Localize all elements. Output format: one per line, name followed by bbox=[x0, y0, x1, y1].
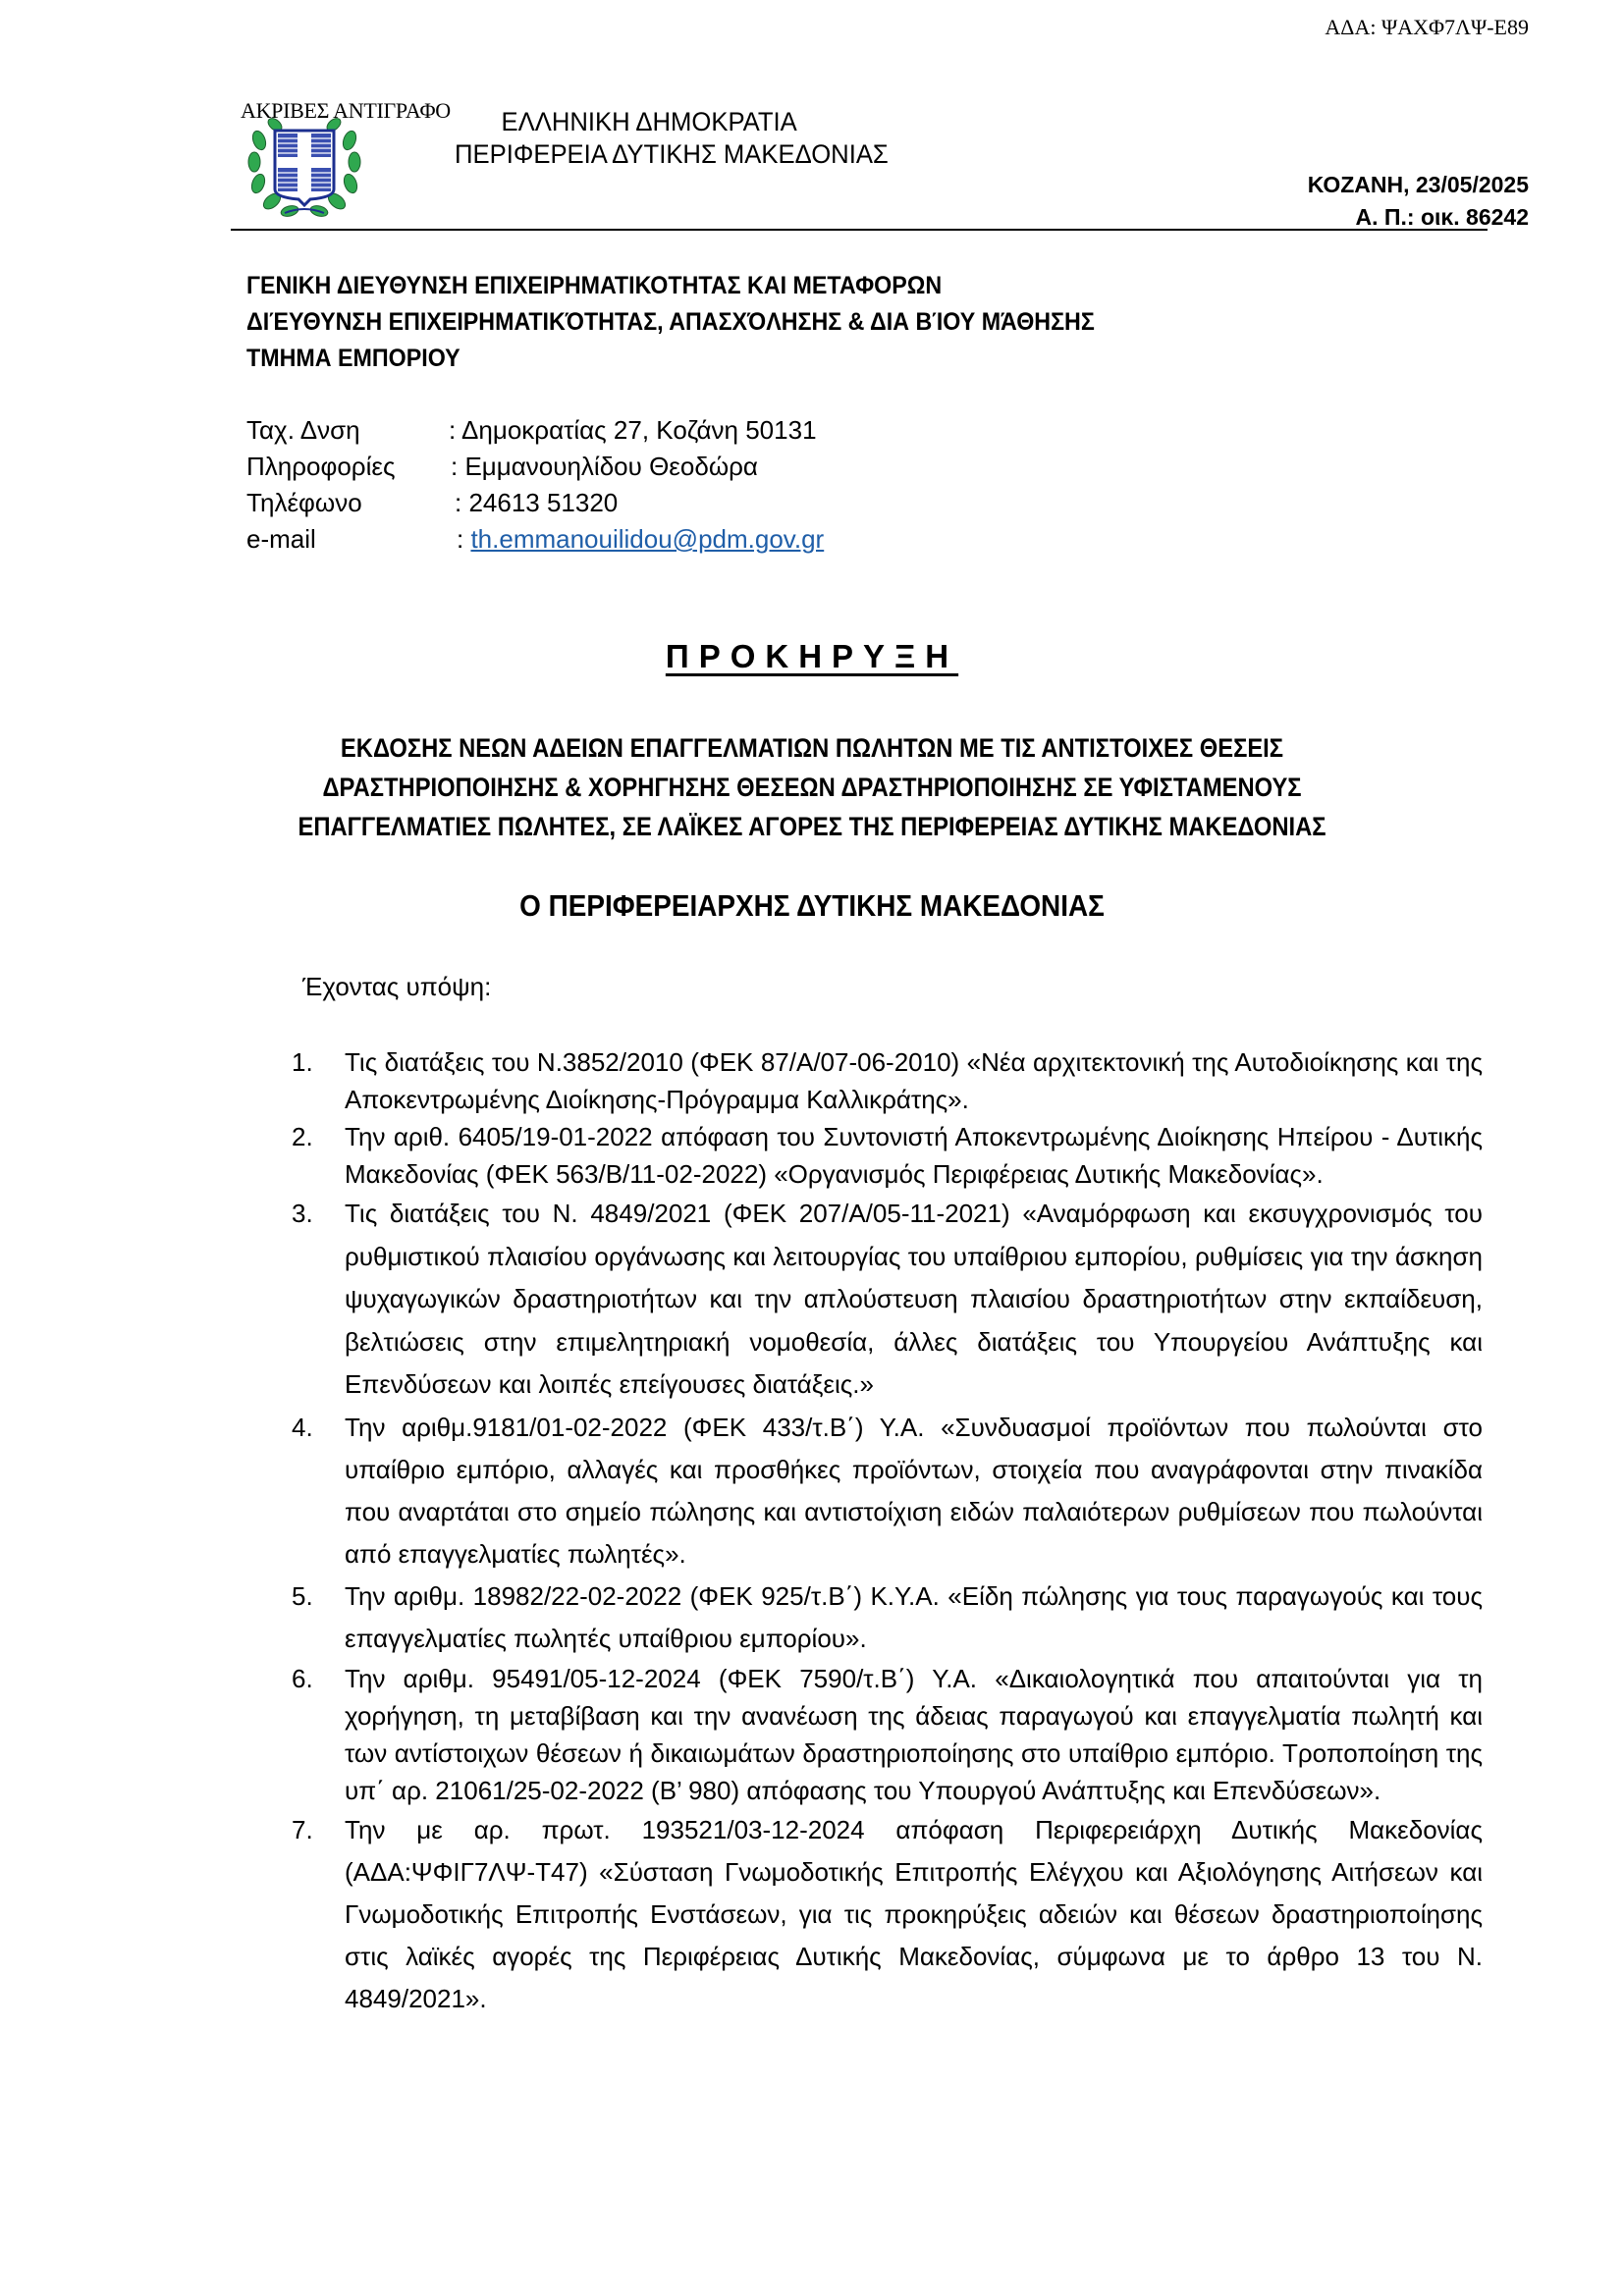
contact-value bbox=[457, 521, 824, 558]
contact-row-info bbox=[246, 449, 824, 485]
document-title bbox=[0, 638, 1624, 675]
contact-label: Πληροφορίες bbox=[246, 452, 396, 481]
department-block bbox=[246, 268, 1095, 377]
item-text: Τις διατάξεις του Ν. 4849/2021 (ΦΕΚ 207/Α/05-11-2021) «Αναμόρφωση και εκσυγχρονισμός του ρυθμιστικού πλαισίου οργάνωσης και λειτουργίας του υπαίθριου εμπορίου, ρυθμίσεις για την άσκηση ψυχαγωγικών δραστηριοτήτων και την απλούστευση πλαισίου δραστηριοτήτων στην εκπαίδευση, βελτιώσεις στην επιμελητηριακή νομοθεσία, άλλες διατάξεις του Υπουργείου Ανάπτυξης και Επενδύσεων και λοιπές επείγουσες διατάξεις.» bbox=[345, 1199, 1483, 1399]
email-link[interactable]: th.emmanouilidou@pdm.gov.gr bbox=[470, 524, 825, 554]
protocol-number: Α. Π.: οικ. 86242 bbox=[1355, 204, 1529, 230]
header-divider bbox=[231, 229, 1488, 231]
item-number: 6. bbox=[292, 1663, 313, 1693]
region-title: ΠΕΡΙΦΕΡΕΙΑ ΔΥΤΙΚΗΣ ΜΑΚΕΔΟΝΙΑΣ bbox=[455, 139, 889, 169]
contact-label: Τηλέφωνο bbox=[246, 488, 362, 517]
certified-copy-stamp: ΑΚΡΙΒΕΣ ΑΝΤΙΓΡΑΦΟ bbox=[241, 98, 451, 123]
item-text: Τις διατάξεις του Ν.3852/2010 (ΦΕΚ 87/Α/07-06-2010) «Νέα αρχιτεκτονική της Αυτοδιοίκησης και της Αποκεντρωμένης Διοίκησης-Πρόγραμμα Καλλικράτης». bbox=[345, 1047, 1483, 1114]
place-date-block bbox=[1308, 169, 1529, 234]
issuer-header bbox=[455, 106, 889, 171]
contact-label: e-mail bbox=[246, 524, 316, 554]
ada-code: ΑΔΑ: ΨΑΧΦ7ΛΨ-Ε89 bbox=[1325, 15, 1529, 39]
document-subtitle bbox=[0, 728, 1624, 846]
contact-row-email bbox=[246, 521, 824, 558]
item-text: Την αριθμ.9181/01-02-2022 (ΦΕΚ 433/τ.Β΄) Υ.Α. «Συνδυασμοί προϊόντων που πωλούνται στο υπαίθριο εμπόριο, αλλαγές και προσθήκες προϊόντων, στοιχεία που αναγράφονται στην πινακίδα που αναρτάται στο σημείο πώλησης και αντιστοίχιση ειδών παλαιότερων ρυθμίσεων που πωλούνται από επαγγελματίες πωλητές». bbox=[345, 1412, 1483, 1569]
issuing-authority bbox=[0, 888, 1624, 924]
item-text: Την αριθμ. 18982/22-02-2022 (ΦΕΚ 925/τ.Β΄) Κ.Υ.Α. «Είδη πώλησης για τους παραγωγούς και τους επαγγελματίες πωλητές υπαίθριου εμπορίου». bbox=[345, 1580, 1483, 1653]
item-number: 5. bbox=[292, 1580, 313, 1611]
item-number: 2. bbox=[292, 1122, 313, 1151]
legal-basis-list bbox=[292, 1043, 1483, 2020]
contact-label: Ταχ. Δνση bbox=[246, 415, 360, 445]
subtitle-line: ΕΠΑΓΓΕΛΜΑΤΙΕΣ ΠΩΛΗΤΕΣ, ΣΕ ΛΑΪΚΕΣ ΑΓΟΡΕΣ ΤΗΣ ΠΕΡΙΦΕΡΕΙΑΣ ΔΥΤΙΚΗΣ ΜΑΚΕΔΟΝΙΑΣ bbox=[298, 812, 1326, 841]
contact-value: : Δημοκρατίας 27, Κοζάνη 50131 bbox=[449, 415, 817, 445]
item-number: 3. bbox=[292, 1199, 313, 1228]
general-directorate: ΓΕΝΙΚΗ ΔΙΕΥΘΥΝΣΗ ΕΠΙΧΕΙΡΗΜΑΤΙΚΟΤΗΤΑΣ ΚΑΙ ΜΕΤΑΦΟΡΩΝ bbox=[246, 272, 943, 299]
considering-heading: Έχοντας υπόψη: bbox=[302, 972, 492, 1001]
contact-row-phone bbox=[246, 485, 824, 521]
item-number: 7. bbox=[292, 1814, 313, 1844]
department: ΤΜΗΜΑ ΕΜΠΟΡΙΟΥ bbox=[246, 345, 460, 372]
contact-value: : 24613 51320 bbox=[455, 488, 619, 517]
contact-value: : Εμμανουηλίδου Θεοδώρα bbox=[451, 452, 758, 481]
email-prefix: : bbox=[457, 524, 471, 554]
authority-text: Ο ΠΕΡΙΦΕΡΕΙΑΡΧΗΣ ΔΥΤΙΚΗΣ ΜΑΚΕΔΟΝΙΑΣ bbox=[519, 888, 1105, 923]
item-text: Την αριθμ. 95491/05-12-2024 (ΦΕΚ 7590/τ.Β΄) Υ.Α. «Δικαιολογητικά που απαιτούνται για τη χορήγηση, τη μεταβίβαση και την ανανέωση της άδειας παραγωγού και επαγγελματία πωλητή και των αντίστοιχων θέσεων ή δικαιωμάτων δραστηριοποίησης στο υπαίθριο εμπόριο. Τροποποίηση της υπ΄ αρ. 21061/25-02-2022 (Β’ 980) απόφασης του Υπουργού Ανάπτυξης και Επενδύσεων». bbox=[345, 1663, 1483, 1805]
item-number: 1. bbox=[292, 1047, 313, 1077]
list-item bbox=[292, 1407, 1483, 1575]
list-item bbox=[292, 1193, 1483, 1407]
list-item bbox=[292, 1809, 1483, 2020]
document-title-text: ΠΡΟΚΗΡΥΞΗ bbox=[665, 638, 959, 674]
list-item bbox=[292, 1575, 1483, 1660]
contact-row-address bbox=[246, 412, 824, 449]
item-text: Την με αρ. πρωτ. 193521/03-12-2024 απόφαση Περιφερειάρχη Δυτικής Μακεδονίας (ΑΔΑ:ΨΦΙΓ7ΛΨ-Τ47) «Σύσταση Γνωμοδοτικής Επιτροπής Ελέγχου και Αξιολόγησης Αιτήσεων και Γνωμοδοτικής Επιτροπής Ενστάσεων, για τις προκηρύξεις αδειών και θέσεων δραστηριοποίησης στις λαϊκές αγορές της Περιφέρειας Δυτικής Μακεδονίας, σύμφωνα με το άρθρο 13 του Ν. 4849/2021». bbox=[345, 1814, 1483, 2013]
directorate: ΔΙΈΥΘΥΝΣΗ ΕΠΙΧΕΙΡΗΜΑΤΙΚΌΤΗΤΑΣ, ΑΠΑΣΧΌΛΗΣΗΣ & ΔΙΑ ΒΊΟΥ ΜΆΘΗΣΗΣ bbox=[246, 308, 1095, 336]
subtitle-line: ΕΚΔΟΣΗΣ ΝΕΩΝ ΑΔΕΙΩΝ ΕΠΑΓΓΕΛΜΑΤΙΩΝ ΠΩΛΗΤΩΝ ΜΕ ΤΙΣ ΑΝΤΙΣΤΟΙΧΕΣ ΘΕΣΕΙΣ bbox=[340, 733, 1284, 763]
item-number: 4. bbox=[292, 1412, 313, 1442]
list-item bbox=[292, 1118, 1483, 1193]
item-text: Την αριθ. 6405/19-01-2022 απόφαση του Συντονιστή Αποκεντρωμένης Διοίκησης Ηπείρου - Δυτικής Μακεδονίας (ΦΕΚ 563/Β/11-02-2022) «Οργανισμός Περιφέρειας Δυτικής Μακεδονίας». bbox=[345, 1122, 1483, 1189]
contact-block bbox=[246, 412, 824, 558]
subtitle-line: ΔΡΑΣΤΗΡΙΟΠΟΙΗΣΗΣ & ΧΟΡΗΓΗΣΗΣ ΘΕΣΕΩΝ ΔΡΑΣΤΗΡΙΟΠΟΙΗΣΗΣ ΣΕ ΥΦΙΣΤΑΜΕΝΟΥΣ bbox=[322, 773, 1302, 802]
greek-coat-of-arms-icon bbox=[245, 111, 363, 219]
list-item bbox=[292, 1660, 1483, 1809]
republic-title: ΕΛΛΗΝΙΚΗ ΔΗΜΟΚΡΑΤΙΑ bbox=[501, 107, 797, 136]
list-item bbox=[292, 1043, 1483, 1118]
place-date: ΚΟΖΑΝΗ, 23/05/2025 bbox=[1307, 172, 1529, 197]
